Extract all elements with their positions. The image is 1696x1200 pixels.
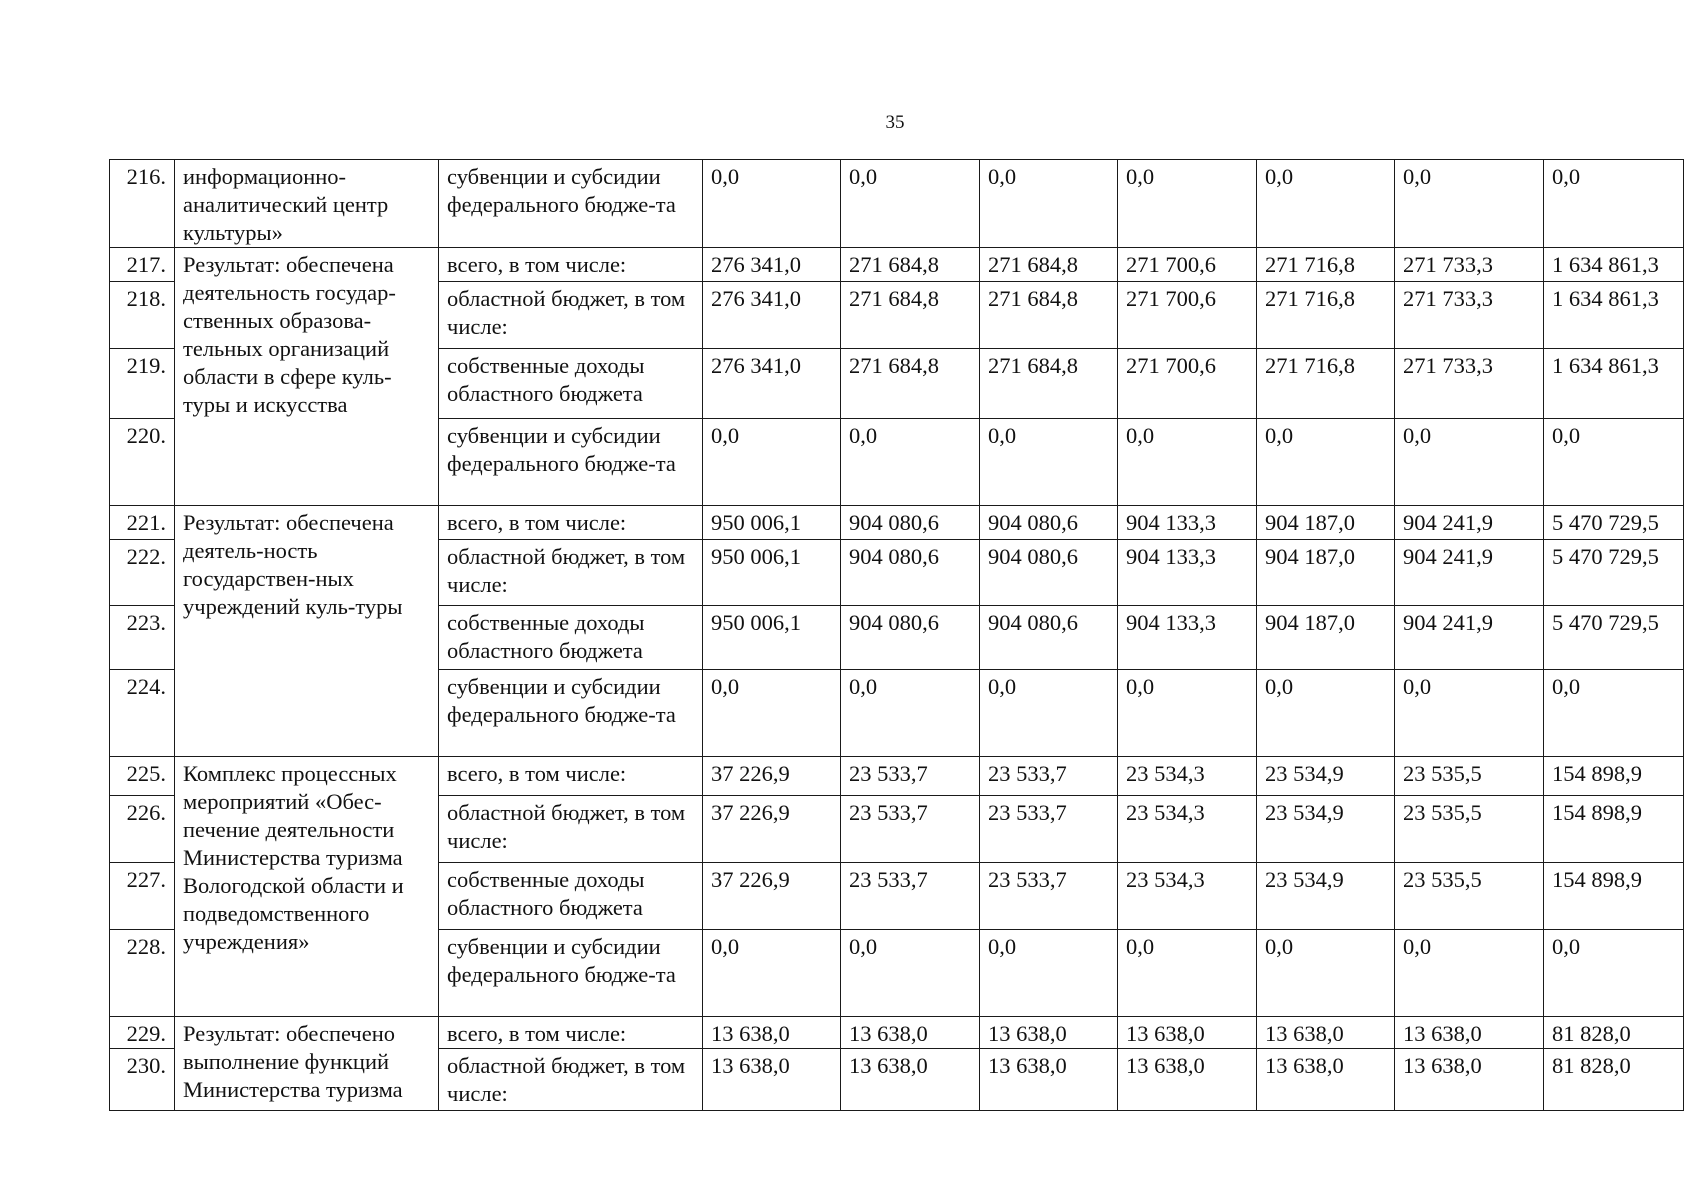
row-number: 216. bbox=[110, 160, 175, 248]
year-value: 0,0 bbox=[980, 670, 1118, 757]
year-value: 904 241,9 bbox=[1395, 606, 1544, 670]
funding-source: областной бюджет, в том числе: bbox=[439, 282, 703, 349]
year-value: 0,0 bbox=[1118, 160, 1257, 248]
row-number: 226. bbox=[110, 796, 175, 863]
total-value: 154 898,9 bbox=[1544, 863, 1684, 930]
funding-source: собственные доходы областного бюджета bbox=[439, 863, 703, 930]
funding-source: субвенции и субсидии федерального бюдже-та bbox=[439, 930, 703, 1017]
year-value: 0,0 bbox=[980, 930, 1118, 1017]
year-value: 904 080,6 bbox=[980, 506, 1118, 540]
year-value: 0,0 bbox=[841, 670, 980, 757]
year-value: 23 533,7 bbox=[841, 757, 980, 796]
funding-source: всего, в том числе: bbox=[439, 506, 703, 540]
year-value: 13 638,0 bbox=[841, 1017, 980, 1049]
year-value: 23 533,7 bbox=[980, 757, 1118, 796]
year-value: 0,0 bbox=[1118, 930, 1257, 1017]
year-value: 0,0 bbox=[841, 930, 980, 1017]
year-value: 0,0 bbox=[980, 160, 1118, 248]
year-value: 0,0 bbox=[703, 419, 841, 506]
year-value: 13 638,0 bbox=[841, 1049, 980, 1111]
year-value: 0,0 bbox=[1395, 670, 1544, 757]
row-number: 224. bbox=[110, 670, 175, 757]
year-value: 904 080,6 bbox=[980, 606, 1118, 670]
activity-description: Комплекс процессных мероприятий «Обес-печение деятельности Министерства туризма Вологодской области и подведомственного учреждения» bbox=[175, 757, 439, 1017]
total-value: 81 828,0 bbox=[1544, 1049, 1684, 1111]
year-value: 23 533,7 bbox=[980, 863, 1118, 930]
total-value: 1 634 861,3 bbox=[1544, 248, 1684, 282]
year-value: 904 080,6 bbox=[980, 540, 1118, 606]
year-value: 13 638,0 bbox=[1395, 1049, 1544, 1111]
year-value: 904 187,0 bbox=[1257, 606, 1395, 670]
year-value: 271 700,6 bbox=[1118, 349, 1257, 419]
year-value: 271 684,8 bbox=[841, 282, 980, 349]
year-value: 904 080,6 bbox=[841, 606, 980, 670]
row-number: 225. bbox=[110, 757, 175, 796]
year-value: 23 534,3 bbox=[1118, 757, 1257, 796]
year-value: 0,0 bbox=[841, 160, 980, 248]
year-value: 23 535,5 bbox=[1395, 796, 1544, 863]
year-value: 0,0 bbox=[1118, 419, 1257, 506]
table-row bbox=[110, 248, 1684, 282]
year-value: 271 684,8 bbox=[841, 248, 980, 282]
funding-source: всего, в том числе: bbox=[439, 1017, 703, 1049]
funding-source: всего, в том числе: bbox=[439, 757, 703, 796]
year-value: 904 133,3 bbox=[1118, 540, 1257, 606]
total-value: 5 470 729,5 bbox=[1544, 606, 1684, 670]
row-number: 220. bbox=[110, 419, 175, 506]
year-value: 271 684,8 bbox=[980, 349, 1118, 419]
year-value: 0,0 bbox=[1257, 419, 1395, 506]
row-number: 230. bbox=[110, 1049, 175, 1111]
row-number: 218. bbox=[110, 282, 175, 349]
year-value: 276 341,0 bbox=[703, 349, 841, 419]
year-value: 23 534,3 bbox=[1118, 863, 1257, 930]
year-value: 23 533,7 bbox=[841, 863, 980, 930]
year-value: 23 534,9 bbox=[1257, 796, 1395, 863]
year-value: 950 006,1 bbox=[703, 540, 841, 606]
year-value: 13 638,0 bbox=[980, 1049, 1118, 1111]
year-value: 0,0 bbox=[703, 670, 841, 757]
year-value: 13 638,0 bbox=[1257, 1017, 1395, 1049]
year-value: 13 638,0 bbox=[1118, 1017, 1257, 1049]
budget-table bbox=[109, 159, 1684, 1111]
row-number: 229. bbox=[110, 1017, 175, 1049]
total-value: 0,0 bbox=[1544, 670, 1684, 757]
year-value: 271 700,6 bbox=[1118, 248, 1257, 282]
row-number: 219. bbox=[110, 349, 175, 419]
year-value: 23 535,5 bbox=[1395, 757, 1544, 796]
row-number: 223. bbox=[110, 606, 175, 670]
year-value: 37 226,9 bbox=[703, 757, 841, 796]
row-number: 221. bbox=[110, 506, 175, 540]
year-value: 271 733,3 bbox=[1395, 349, 1544, 419]
year-value: 13 638,0 bbox=[1395, 1017, 1544, 1049]
year-value: 271 684,8 bbox=[980, 248, 1118, 282]
page-number: 35 bbox=[885, 112, 905, 133]
funding-source: субвенции и субсидии федерального бюдже-та bbox=[439, 670, 703, 757]
year-value: 37 226,9 bbox=[703, 863, 841, 930]
year-value: 0,0 bbox=[1257, 670, 1395, 757]
year-value: 0,0 bbox=[703, 930, 841, 1017]
year-value: 13 638,0 bbox=[1118, 1049, 1257, 1111]
year-value: 904 080,6 bbox=[841, 506, 980, 540]
funding-source: субвенции и субсидии федерального бюдже-та bbox=[439, 160, 703, 248]
year-value: 904 241,9 bbox=[1395, 506, 1544, 540]
year-value: 0,0 bbox=[841, 419, 980, 506]
year-value: 23 535,5 bbox=[1395, 863, 1544, 930]
year-value: 904 133,3 bbox=[1118, 606, 1257, 670]
year-value: 23 533,7 bbox=[841, 796, 980, 863]
year-value: 13 638,0 bbox=[980, 1017, 1118, 1049]
table-body bbox=[110, 160, 1684, 1111]
year-value: 23 534,9 bbox=[1257, 757, 1395, 796]
funding-source: собственные доходы областного бюджета bbox=[439, 606, 703, 670]
year-value: 0,0 bbox=[1395, 419, 1544, 506]
funding-source: субвенции и субсидии федерального бюдже-та bbox=[439, 419, 703, 506]
year-value: 0,0 bbox=[1395, 930, 1544, 1017]
total-value: 5 470 729,5 bbox=[1544, 540, 1684, 606]
table-row bbox=[110, 160, 1684, 248]
year-value: 13 638,0 bbox=[1257, 1049, 1395, 1111]
total-value: 5 470 729,5 bbox=[1544, 506, 1684, 540]
year-value: 271 684,8 bbox=[980, 282, 1118, 349]
year-value: 904 133,3 bbox=[1118, 506, 1257, 540]
total-value: 0,0 bbox=[1544, 160, 1684, 248]
funding-source: областной бюджет, в том числе: bbox=[439, 1049, 703, 1111]
funding-source: областной бюджет, в том числе: bbox=[439, 540, 703, 606]
year-value: 0,0 bbox=[703, 160, 841, 248]
year-value: 276 341,0 bbox=[703, 248, 841, 282]
total-value: 154 898,9 bbox=[1544, 796, 1684, 863]
row-number: 228. bbox=[110, 930, 175, 1017]
activity-description: информационно-аналитический центр культуры» bbox=[175, 160, 439, 248]
year-value: 23 534,3 bbox=[1118, 796, 1257, 863]
year-value: 23 534,9 bbox=[1257, 863, 1395, 930]
year-value: 0,0 bbox=[1257, 160, 1395, 248]
year-value: 276 341,0 bbox=[703, 282, 841, 349]
year-value: 271 716,8 bbox=[1257, 282, 1395, 349]
year-value: 950 006,1 bbox=[703, 506, 841, 540]
funding-source: собственные доходы областного бюджета bbox=[439, 349, 703, 419]
year-value: 23 533,7 bbox=[980, 796, 1118, 863]
activity-description: Результат: обеспечена деятельность государ-ственных образова-тельных организаций области в сфере куль-туры и искусства bbox=[175, 248, 439, 506]
total-value: 154 898,9 bbox=[1544, 757, 1684, 796]
table-row bbox=[110, 757, 1684, 796]
year-value: 271 716,8 bbox=[1257, 248, 1395, 282]
year-value: 950 006,1 bbox=[703, 606, 841, 670]
row-number: 217. bbox=[110, 248, 175, 282]
year-value: 37 226,9 bbox=[703, 796, 841, 863]
funding-source: областной бюджет, в том числе: bbox=[439, 796, 703, 863]
total-value: 81 828,0 bbox=[1544, 1017, 1684, 1049]
activity-description: Результат: обеспечена деятель-ность государствен-ных учреждений куль-туры bbox=[175, 506, 439, 757]
year-value: 904 187,0 bbox=[1257, 540, 1395, 606]
row-number: 222. bbox=[110, 540, 175, 606]
row-number: 227. bbox=[110, 863, 175, 930]
total-value: 0,0 bbox=[1544, 419, 1684, 506]
year-value: 0,0 bbox=[1395, 160, 1544, 248]
total-value: 1 634 861,3 bbox=[1544, 282, 1684, 349]
year-value: 271 733,3 bbox=[1395, 248, 1544, 282]
total-value: 1 634 861,3 bbox=[1544, 349, 1684, 419]
year-value: 13 638,0 bbox=[703, 1017, 841, 1049]
year-value: 271 700,6 bbox=[1118, 282, 1257, 349]
year-value: 0,0 bbox=[1118, 670, 1257, 757]
funding-source: всего, в том числе: bbox=[439, 248, 703, 282]
total-value: 0,0 bbox=[1544, 930, 1684, 1017]
year-value: 13 638,0 bbox=[703, 1049, 841, 1111]
activity-description: Результат: обеспечено выполнение функций Министерства туризма bbox=[175, 1017, 439, 1111]
year-value: 271 684,8 bbox=[841, 349, 980, 419]
year-value: 904 241,9 bbox=[1395, 540, 1544, 606]
year-value: 904 187,0 bbox=[1257, 506, 1395, 540]
year-value: 271 716,8 bbox=[1257, 349, 1395, 419]
table-row bbox=[110, 1017, 1684, 1049]
table-row bbox=[110, 506, 1684, 540]
year-value: 271 733,3 bbox=[1395, 282, 1544, 349]
year-value: 0,0 bbox=[980, 419, 1118, 506]
year-value: 904 080,6 bbox=[841, 540, 980, 606]
year-value: 0,0 bbox=[1257, 930, 1395, 1017]
